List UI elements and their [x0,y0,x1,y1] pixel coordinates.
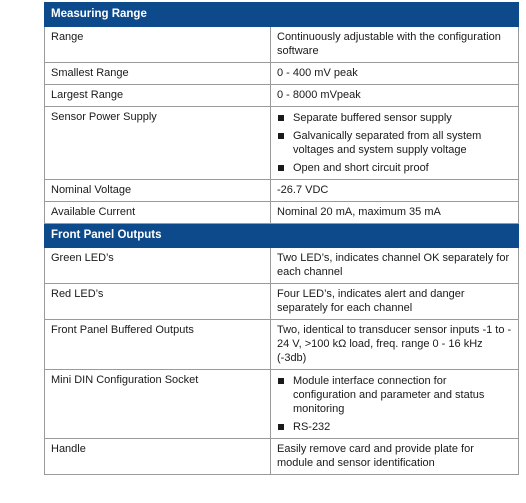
bullet-item: Galvanically separated from all system voltages and system supply voltage [277,129,512,157]
section-title: Measuring Range [45,3,519,27]
table-row-available-current [45,202,519,224]
row-value: Easily remove card and provide plate for module and sensor identification [271,439,519,475]
row-label: Front Panel Buffered Outputs [45,320,271,370]
row-label: Largest Range [45,85,271,107]
row-label: Nominal Voltage [45,180,271,202]
table-row-handle [45,439,519,475]
row-value [271,370,519,439]
row-value: Four LED’s, indicates alert and danger separately for each channel [271,284,519,320]
row-value [271,107,519,180]
table-row-green-leds [45,248,519,284]
table-row-mini-din-configuration-socket [45,370,519,439]
row-label: Available Current [45,202,271,224]
row-value: -26.7 VDC [271,180,519,202]
row-label: Range [45,27,271,63]
row-value: Two, identical to transducer sensor inputs -1 to - 24 V, >100 kΩ load, freq. range 0 - 16 kHz (-3db) [271,320,519,370]
row-label: Red LED’s [45,284,271,320]
bullet-list [277,374,512,434]
bullet-list [277,111,512,175]
row-label: Green LED’s [45,248,271,284]
table-row-range [45,27,519,63]
row-label: Sensor Power Supply [45,107,271,180]
section-header-front-panel-outputs [45,224,519,248]
row-value: 0 - 8000 mVpeak [271,85,519,107]
table-row-front-panel-buffered-outputs [45,320,519,370]
row-label: Handle [45,439,271,475]
spec-table [44,2,519,475]
bullet-item: RS-232 [277,420,512,434]
section-header-measuring-range [45,3,519,27]
row-label: Mini DIN Configuration Socket [45,370,271,439]
table-row-red-leds [45,284,519,320]
bullet-item: Separate buffered sensor supply [277,111,512,125]
row-value: Two LED’s, indicates channel OK separately for each channel [271,248,519,284]
table-row-nominal-voltage [45,180,519,202]
row-label: Smallest Range [45,63,271,85]
bullet-item: Open and short circuit proof [277,161,512,175]
table-row-smallest-range [45,63,519,85]
bullet-item: Module interface connection for configuration and parameter and status monitoring [277,374,512,416]
section-title: Front Panel Outputs [45,224,519,248]
table-row-sensor-power-supply [45,107,519,180]
row-value: Continuously adjustable with the configuration software [271,27,519,63]
row-value: Nominal 20 mA, maximum 35 mA [271,202,519,224]
table-row-largest-range [45,85,519,107]
row-value: 0 - 400 mV peak [271,63,519,85]
